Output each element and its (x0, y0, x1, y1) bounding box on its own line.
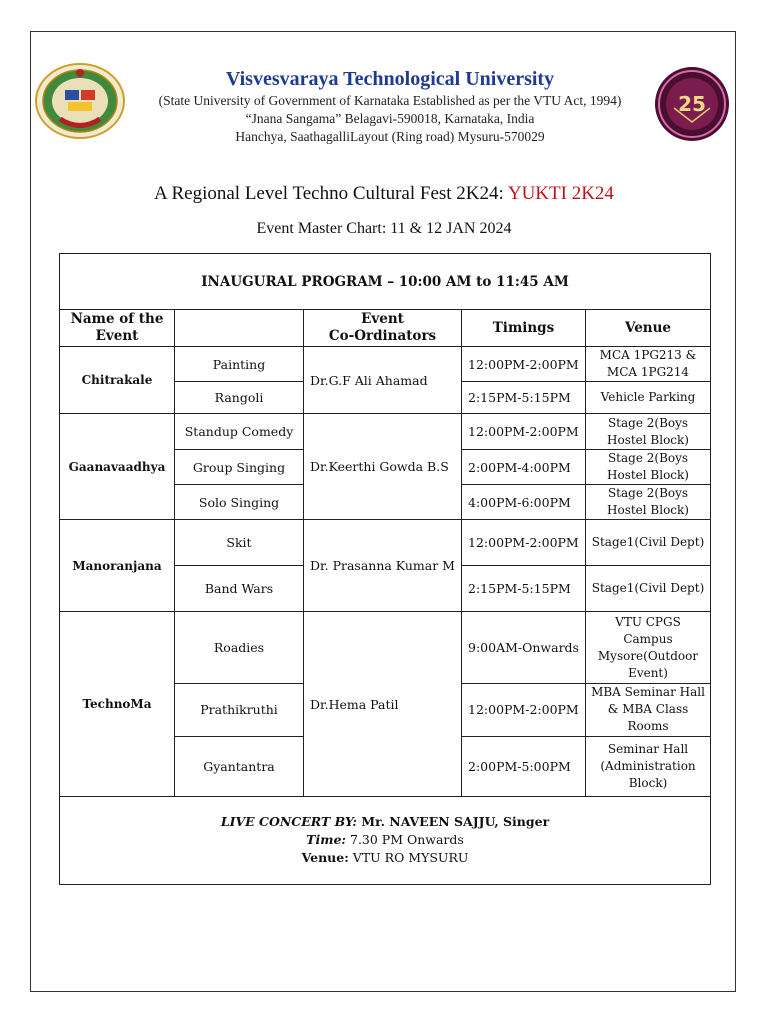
event-venue: Seminar Hall (Administration Block) (586, 736, 711, 796)
concert-time: 7.30 PM Onwards (346, 832, 464, 848)
concert-venue-line (63, 849, 707, 867)
event-timing: 2:15PM-5:15PM (462, 566, 586, 612)
table-row (60, 612, 711, 683)
event-timing: 12:00PM-2:00PM (462, 347, 586, 382)
campus-address-line: Hanchya, SaathagalliLayout (Ring road) Mysuru-570029 (235, 129, 545, 144)
event-group-name: Manoranjana (60, 520, 175, 612)
badge-number: 25 (678, 92, 706, 116)
event-venue: Stage 2(Boys Hostel Block) (586, 485, 711, 520)
event-timing: 9:00AM-Onwards (462, 612, 586, 683)
event-timing: 4:00PM-6:00PM (462, 485, 586, 520)
table-row (60, 414, 711, 450)
fest-name: YUKTI 2K24 (507, 183, 614, 204)
event-venue: VTU CPGS Campus Mysore(Outdoor Event) (586, 612, 711, 683)
concert-row (60, 796, 711, 884)
fest-title-prefix: A Regional Level Techno Cultural Fest 2K24: (154, 183, 508, 204)
event-venue: MCA 1PG213 & MCA 1PG214 (586, 347, 711, 382)
concert-time-label: Time: (306, 832, 347, 848)
university-address-line: “Jnana Sangama” Belagavi-590018, Karnataka, India (245, 111, 535, 126)
university-establishment-line: (State University of Government of Karnataka Established as per the VTU Act, 1994) (158, 93, 622, 108)
fest-title (0, 182, 768, 206)
header-blank (175, 310, 304, 347)
vtu-emblem-logo (35, 62, 125, 140)
inaugural-program: INAUGURAL PROGRAM – 10:00 AM to 11:45 AM (60, 254, 711, 310)
concert-performer: Mr. NAVEEN SAJJU, Singer (356, 814, 550, 830)
event-schedule-table (59, 253, 711, 885)
header-venue: Venue (586, 310, 711, 347)
header-row (60, 310, 711, 347)
inaugural-row (60, 254, 711, 310)
event-venue: Stage1(Civil Dept) (586, 520, 711, 566)
header-coordinators-line1: Event (361, 311, 404, 328)
concert-time-line (63, 831, 707, 849)
header-name-of-event: Name of the Event (60, 310, 175, 347)
event-timing: 12:00PM-2:00PM (462, 414, 586, 450)
sub-event-name: Band Wars (175, 566, 304, 612)
header-coordinators (304, 310, 462, 347)
table-row (60, 347, 711, 382)
concert-venue: VTU RO MYSURU (348, 850, 469, 866)
sub-event-name: Rangoli (175, 382, 304, 414)
concert-performer-line (63, 813, 707, 831)
sub-event-name: Prathikruthi (175, 683, 304, 736)
concert-label: LIVE CONCERT BY: (220, 814, 357, 830)
event-timing: 2:00PM-4:00PM (462, 450, 586, 485)
event-timing: 2:00PM-5:00PM (462, 736, 586, 796)
event-venue: Vehicle Parking (586, 382, 711, 414)
event-coordinator: Dr.Keerthi Gowda B.S (304, 414, 462, 520)
event-timing: 12:00PM-2:00PM (462, 520, 586, 566)
sub-event-name: Group Singing (175, 450, 304, 485)
event-chart-date: Event Master Chart: 11 & 12 JAN 2024 (256, 220, 512, 237)
sub-event-name: Solo Singing (175, 485, 304, 520)
concert-venue-label: Venue: (301, 850, 349, 866)
event-timing: 12:00PM-2:00PM (462, 683, 586, 736)
table-row (60, 520, 711, 566)
sub-event-name: Skit (175, 520, 304, 566)
header-timings: Timings (462, 310, 586, 347)
event-venue: Stage 2(Boys Hostel Block) (586, 450, 711, 485)
header-coordinators-line2: Co-Ordinators (328, 328, 437, 345)
university-name: Visvesvaraya Technological University (225, 68, 555, 90)
event-coordinator: Dr. Prasanna Kumar M (304, 520, 462, 612)
event-venue: Stage 2(Boys Hostel Block) (586, 414, 711, 450)
event-coordinator: Dr.Hema Patil (304, 612, 462, 796)
event-timing: 2:15PM-5:15PM (462, 382, 586, 414)
sub-event-name: Gyantantra (175, 736, 304, 796)
letterhead (130, 66, 650, 146)
event-venue: Stage1(Civil Dept) (586, 566, 711, 612)
event-group-name: TechnoMa (60, 612, 175, 796)
event-coordinator: Dr.G.F Ali Ahamad (304, 347, 462, 414)
sub-event-name: Standup Comedy (175, 414, 304, 450)
live-concert-info (60, 796, 711, 884)
sub-event-name: Painting (175, 347, 304, 382)
event-group-name: Gaanavaadhya (60, 414, 175, 520)
sub-event-name: Roadies (175, 612, 304, 683)
25-years-badge-logo (654, 66, 730, 142)
event-venue: MBA Seminar Hall & MBA Class Rooms (586, 683, 711, 736)
event-group-name: Chitrakale (60, 347, 175, 414)
